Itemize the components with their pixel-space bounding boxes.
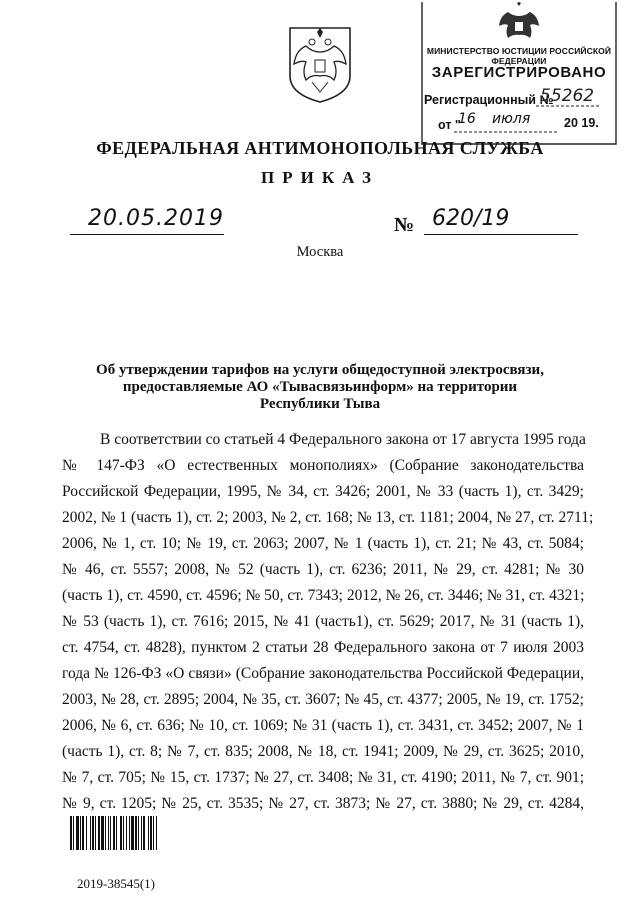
barcode-bar <box>76 816 79 850</box>
body-line: 2006, № 1, ст. 10; № 19, ст. 2063; 2007, № 1 (часть 1), ст. 21; № 43, ст. 5084; <box>62 535 584 552</box>
barcode-bar <box>80 816 81 850</box>
order-number: 620/19 <box>432 206 510 231</box>
barcode-bar <box>138 816 139 850</box>
document-title <box>90 362 550 413</box>
barcode-bar <box>131 816 134 850</box>
body-line: ст. 4754, ст. 4828), пунктом 2 статьи 28 Федерального закона от 7 июля 2003 <box>62 639 584 656</box>
barcode-bar <box>92 816 94 850</box>
stamp-date-day: 16 <box>458 111 476 127</box>
stamp-registration-number-label: Регистрационный № <box>424 93 554 107</box>
barcode-bar <box>73 816 74 850</box>
barcode-bar <box>141 816 142 850</box>
title-line: Об утверждении тарифов на услуги общедоступной электросвязи, <box>96 362 544 378</box>
body-line: № 53 (часть 1), ст. 7616; 2015, № 41 (часть1), ст. 5629; 2017, № 31 (часть 1), <box>62 613 584 630</box>
stamp-ministry-name: МИНИСТЕРСТВО ЮСТИЦИИ РОССИЙСКОЙ ФЕДЕРАЦИИ <box>426 46 612 66</box>
body-line: В соответствии со статьей 4 Федерального закона от 17 августа 1995 года <box>100 431 586 448</box>
stamp-date-from-label: от " <box>438 118 461 132</box>
barcode-bar <box>113 816 115 850</box>
body-line: (часть 1), ст. 4590, ст. 4596; № 50, ст. 7343; 2012, № 26, ст. 3446; № 31, ст. 4321; <box>62 587 585 604</box>
barcode-bar <box>110 816 111 850</box>
barcode-bar <box>148 816 149 850</box>
barcode-bar <box>105 816 106 850</box>
barcode-bar <box>90 816 91 850</box>
body-line: 2003, № 28, ст. 2895; 2004, № 35, ст. 3607; № 45, ст. 4377; 2005, № 19, ст. 1752; <box>62 691 584 708</box>
barcode <box>70 816 196 850</box>
body-line: № 7, ст. 705; № 15, ст. 1737; № 27, ст. 3408; № 31, ст. 4190; 2011, № 7, ст. 901; <box>62 769 584 786</box>
barcode-bar <box>70 816 72 850</box>
barcode-bar <box>129 816 130 850</box>
title-line: предоставляемые АО «Тывасвязьинформ» на территории <box>122 379 518 395</box>
barcode-bar <box>108 816 109 850</box>
body-line: 2006, № 6, ст. 636; № 10, ст. 1069; № 31 (часть 1), ст. 3431, ст. 3452; 2007, № 1 <box>62 717 584 734</box>
body-line: № 9, ст. 1205; № 25, ст. 3535; № 27, ст. 3873; № 27, ст. 3880; № 29, ст. 4284, <box>62 795 584 812</box>
document-type: ПРИКАЗ <box>261 168 379 187</box>
organization-name: ФЕДЕРАЛЬНАЯ АНТИМОНОПОЛЬНАЯ СЛУЖБА <box>96 138 544 158</box>
order-date: 20.05.2019 <box>88 206 224 231</box>
barcode-bar <box>143 816 145 850</box>
body-line: № 46, ст. 5557; 2008, № 52 (часть 1), ст. 6236; 2011, № 29, ст. 4281; № 30 <box>62 561 584 578</box>
stamp-emblem-icon <box>496 2 542 46</box>
body-line: 2002, № 1 (часть 1), ст. 2; 2003, № 2, ст. 168; № 13, ст. 1181; 2004, № 27, ст. 2711; <box>62 509 594 526</box>
body-line: года № 126-ФЗ «О связи» (Собрание законодательства Российской Федерации, <box>62 665 584 682</box>
barcode-bar <box>101 816 104 850</box>
title-line: Республики Тыва <box>259 396 381 412</box>
stamp-date-underline <box>454 130 558 134</box>
order-date-underline <box>70 234 224 235</box>
barcode-bar <box>120 816 122 850</box>
body-line: (часть 1), ст. 8; № 7, ст. 835; 2008, № 18, ст. 1941; 2009, № 29, ст. 3625; 2010, <box>62 743 584 760</box>
coat-of-arms-emblem <box>286 24 354 104</box>
document-code: 2019-38545(1) <box>77 876 155 891</box>
stamp-registration-number-value: 55262 <box>540 86 595 106</box>
barcode-bar <box>126 816 127 850</box>
city: Москва <box>296 244 344 260</box>
barcode-bar <box>116 816 117 850</box>
stamp-date-year: 20 19. <box>564 116 599 130</box>
body-line: № 147-ФЗ «О естественных монополиях» (Собрание законодательства <box>62 457 584 474</box>
barcode-bar <box>156 816 157 850</box>
barcode-bar <box>135 816 137 850</box>
body-line: Российской Федерации, 1995, № 34, ст. 3426; 2001, № 33 (часть 1), ст. 3429; <box>62 483 584 500</box>
barcode-bar <box>98 816 100 850</box>
stamp-regno-underline <box>536 104 600 108</box>
order-number-sign: № <box>394 214 415 236</box>
barcode-bar <box>123 816 124 850</box>
stamp-registered-label: ЗАРЕГИСТРИРОВАНО <box>431 64 607 81</box>
order-number-underline <box>424 234 578 235</box>
barcode-bar <box>82 816 84 850</box>
barcode-bar <box>86 816 87 850</box>
barcode-bar <box>95 816 96 850</box>
barcode-bar <box>153 816 154 850</box>
stamp-date-month: июля <box>492 111 531 127</box>
barcode-bar <box>150 816 152 850</box>
